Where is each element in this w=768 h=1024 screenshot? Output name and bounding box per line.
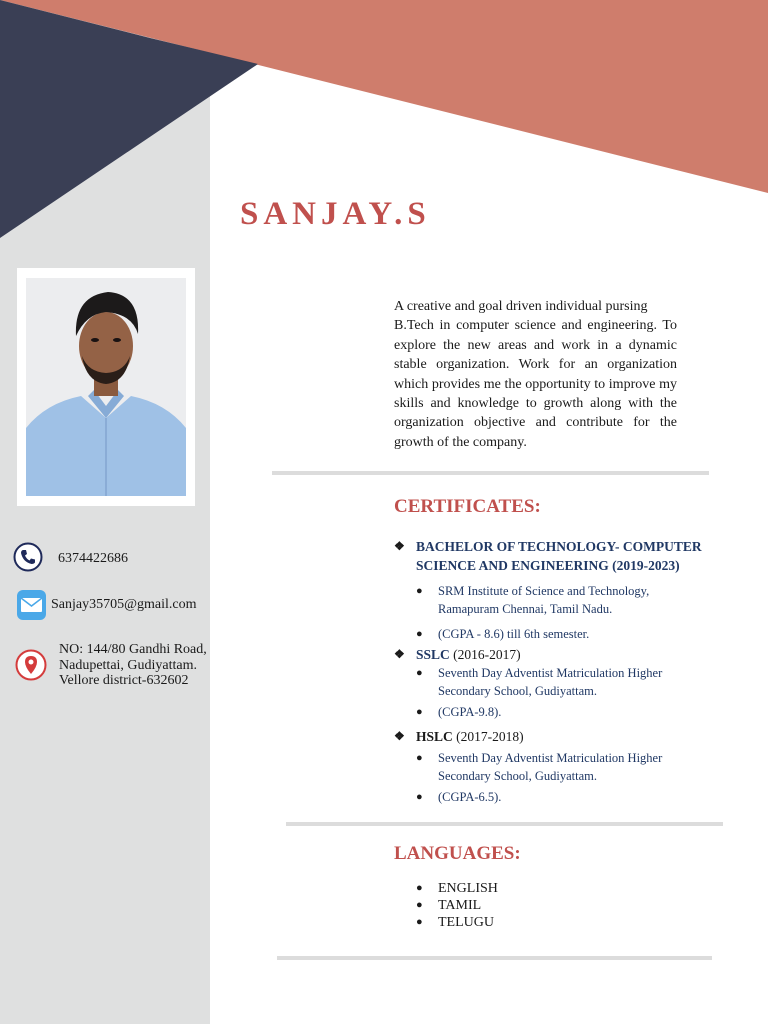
bullet-icon: ● xyxy=(416,585,423,597)
certificate-title: SSLC xyxy=(416,647,450,662)
career-objective xyxy=(394,297,677,452)
certificate-detail-text: (CGPA - 8.6) till 6th semester. xyxy=(438,627,590,641)
certificate-detail-text: (CGPA-6.5). xyxy=(438,790,502,804)
bullet-icon: ● xyxy=(416,667,423,679)
bullet-icon: ● xyxy=(416,752,423,764)
section-divider xyxy=(272,471,709,475)
certificate-title: HSLC xyxy=(416,729,453,744)
languages-heading: LANGUAGES: xyxy=(394,843,521,864)
language-name: TAMIL xyxy=(438,898,482,913)
certificate-detail-text: Seventh Day Adventist Matriculation Higher Secondary School, Gudiyattam. xyxy=(438,751,663,783)
bullet-icon: ● xyxy=(416,628,423,640)
objective-body: B.Tech in computer science and engineering. To explore the new areas and work in a dynamic stable organization. Work for an organization which provides me the opportunity to improve my skills and knowledge to growth along with the organization objective and contribute for the growth of the company. xyxy=(394,318,677,450)
bullet-icon: ● xyxy=(416,899,423,911)
email-address: Sanjay35705@gmail.com xyxy=(51,597,197,612)
certificate-item xyxy=(394,727,716,746)
phone-icon xyxy=(13,542,43,572)
certificate-title: BACHELOR OF TECHNOLOGY- COMPUTER SCIENCE AND ENGINEERING (2019-2023) xyxy=(416,539,702,573)
address-line: Vellore district-632602 xyxy=(59,673,189,688)
certificate-detail xyxy=(416,665,678,700)
diamond-bullet-icon: ❖ xyxy=(394,539,405,553)
certificate-detail-text: Seventh Day Adventist Matriculation Higher Secondary School, Gudiyattam. xyxy=(438,666,663,698)
certificate-detail xyxy=(416,750,678,785)
language-item xyxy=(416,880,498,897)
bullet-icon: ● xyxy=(416,882,423,894)
language-name: TELUGU xyxy=(438,915,494,930)
location-pin-icon xyxy=(15,649,47,681)
bullet-icon: ● xyxy=(416,791,423,803)
address-line: NO: 144/80 Gandhi Road, xyxy=(59,642,207,657)
certificate-detail xyxy=(416,704,678,722)
profile-photo xyxy=(26,278,186,496)
certificate-years: (2017-2018) xyxy=(452,729,524,744)
phone-number: 6374422686 xyxy=(58,551,128,566)
candidate-name: SANJAY.S xyxy=(240,196,431,232)
certificate-detail xyxy=(416,583,668,618)
diamond-bullet-icon: ❖ xyxy=(394,729,405,743)
language-item xyxy=(416,914,494,931)
certificate-item xyxy=(394,645,716,664)
email-icon xyxy=(17,590,46,620)
certificate-detail-text: (CGPA-9.8). xyxy=(438,705,502,719)
certificate-detail xyxy=(416,789,678,807)
bullet-icon: ● xyxy=(416,706,423,718)
language-name: ENGLISH xyxy=(438,881,498,896)
certificates-heading: CERTIFICATES: xyxy=(394,496,541,517)
certificate-item xyxy=(394,537,716,575)
postal-address xyxy=(59,642,209,689)
language-item xyxy=(416,897,482,914)
objective-first-line: A creative and goal driven individual pursing xyxy=(394,299,648,314)
certificate-years: (2016-2017) xyxy=(449,647,521,662)
bullet-icon: ● xyxy=(416,916,423,928)
section-divider xyxy=(277,956,712,960)
profile-photo-frame xyxy=(17,268,195,506)
diamond-bullet-icon: ❖ xyxy=(394,647,405,661)
certificate-detail xyxy=(416,626,668,644)
section-divider xyxy=(286,822,723,826)
address-line: Nadupettai, Gudiyattam. xyxy=(59,657,198,673)
certificate-detail-text: SRM Institute of Science and Technology, Ramapuram Chennai, Tamil Nadu. xyxy=(438,584,650,616)
